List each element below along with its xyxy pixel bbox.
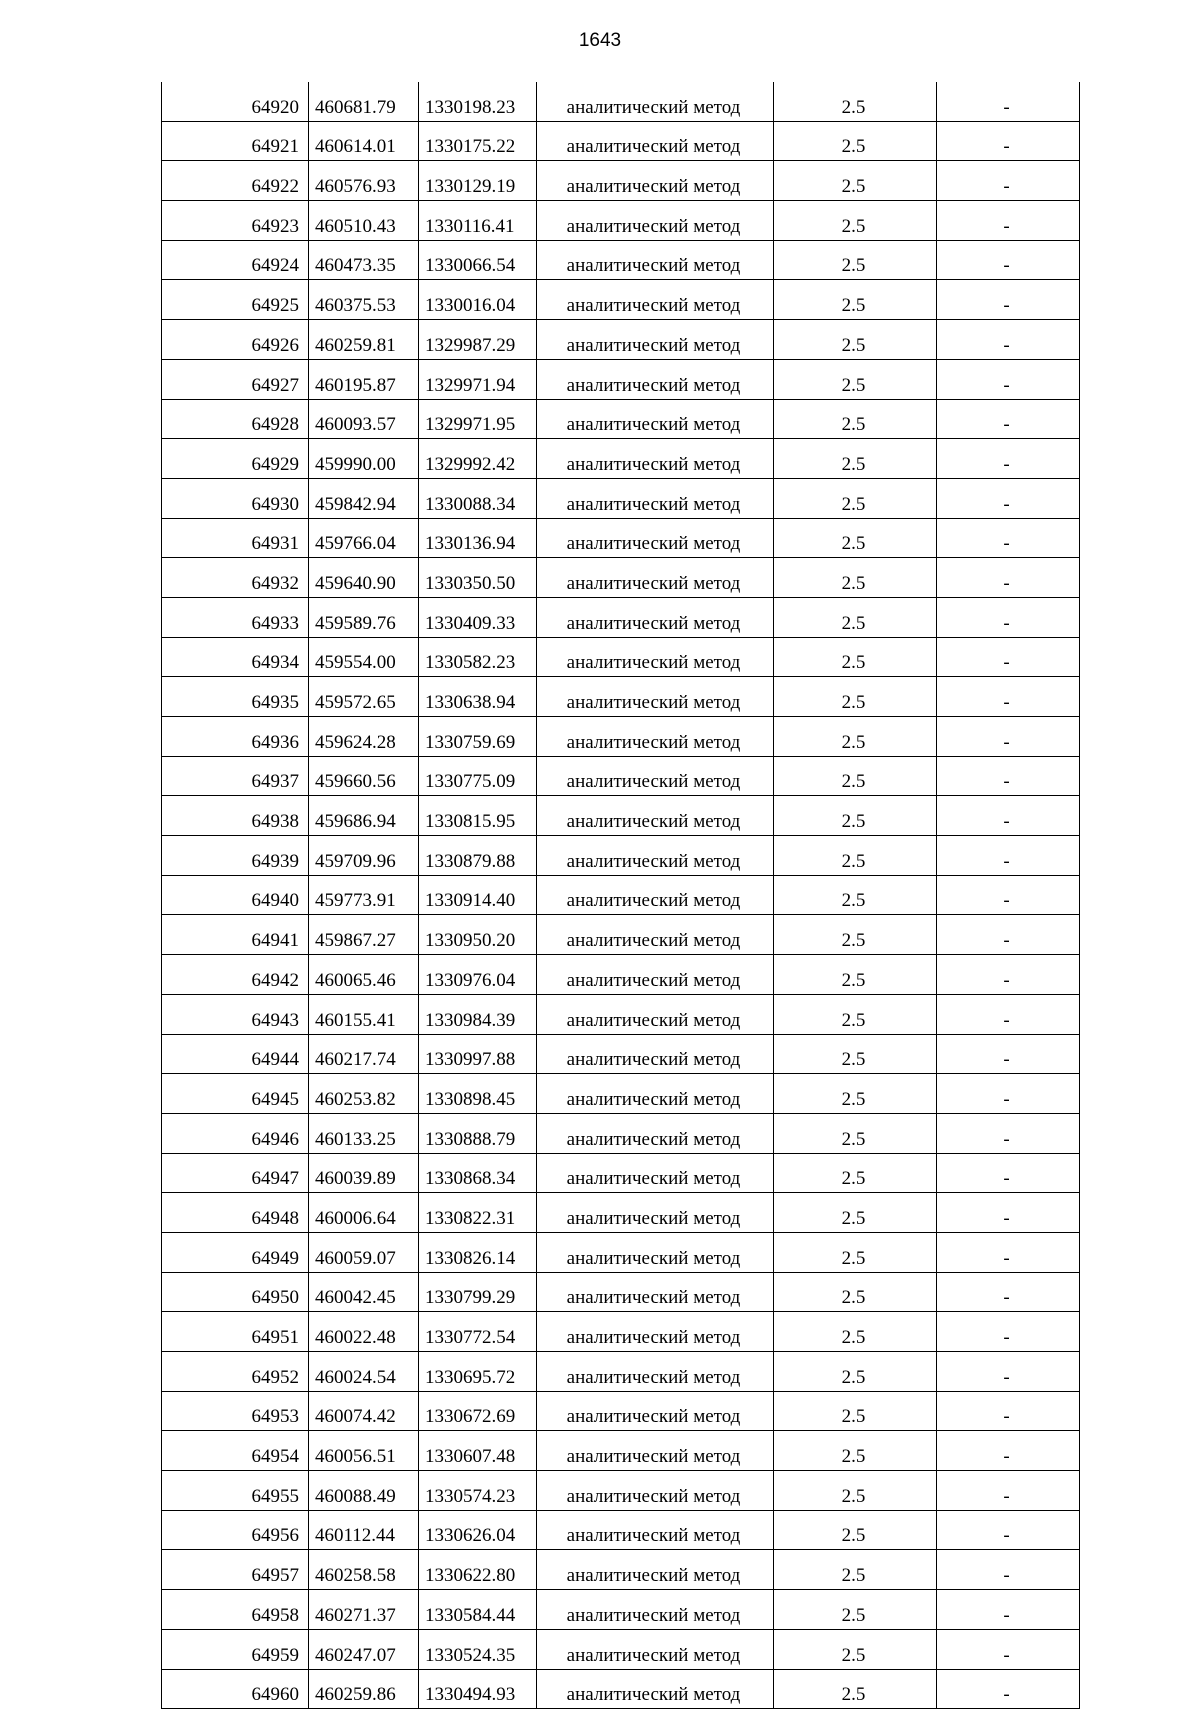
accuracy-cell: 2.5 — [774, 796, 937, 836]
note-cell: - — [937, 359, 1080, 399]
note-cell: - — [937, 915, 1080, 955]
note-cell: - — [937, 82, 1080, 121]
point-number-cell: 64954 — [162, 1431, 309, 1471]
x-coordinate-cell: 459554.00 — [309, 637, 419, 677]
point-number-cell: 64921 — [162, 121, 309, 161]
accuracy-cell: 2.5 — [774, 1113, 937, 1153]
note-cell: - — [937, 836, 1080, 876]
y-coordinate-cell: 1330016.04 — [419, 280, 537, 320]
point-number-cell: 64946 — [162, 1113, 309, 1153]
y-coordinate-cell: 1330638.94 — [419, 677, 537, 717]
point-number-cell: 64957 — [162, 1550, 309, 1590]
accuracy-cell: 2.5 — [774, 915, 937, 955]
x-coordinate-cell: 460006.64 — [309, 1193, 419, 1233]
y-coordinate-cell: 1330868.34 — [419, 1153, 537, 1193]
x-coordinate-cell: 460155.41 — [309, 994, 419, 1034]
note-cell: - — [937, 637, 1080, 677]
note-cell: - — [937, 201, 1080, 241]
method-cell: аналитический метод — [537, 320, 774, 360]
table-row — [162, 478, 1080, 518]
point-number-cell: 64940 — [162, 875, 309, 915]
method-cell: аналитический метод — [537, 1590, 774, 1630]
point-number-cell: 64924 — [162, 240, 309, 280]
x-coordinate-cell: 460088.49 — [309, 1471, 419, 1511]
point-number-cell: 64931 — [162, 518, 309, 558]
table-row — [162, 1232, 1080, 1272]
accuracy-cell: 2.5 — [774, 240, 937, 280]
accuracy-cell: 2.5 — [774, 1510, 937, 1550]
y-coordinate-cell: 1330672.69 — [419, 1391, 537, 1431]
x-coordinate-cell: 460022.48 — [309, 1312, 419, 1352]
note-cell: - — [937, 320, 1080, 360]
point-number-cell: 64959 — [162, 1629, 309, 1669]
point-number-cell: 64941 — [162, 915, 309, 955]
table-row — [162, 240, 1080, 280]
method-cell: аналитический метод — [537, 1232, 774, 1272]
x-coordinate-cell: 460247.07 — [309, 1629, 419, 1669]
x-coordinate-cell: 459640.90 — [309, 558, 419, 598]
y-coordinate-cell: 1330582.23 — [419, 637, 537, 677]
accuracy-cell: 2.5 — [774, 201, 937, 241]
accuracy-cell: 2.5 — [774, 597, 937, 637]
accuracy-cell: 2.5 — [774, 478, 937, 518]
note-cell: - — [937, 1550, 1080, 1590]
method-cell: аналитический метод — [537, 1431, 774, 1471]
accuracy-cell: 2.5 — [774, 637, 937, 677]
y-coordinate-cell: 1330950.20 — [419, 915, 537, 955]
table-row — [162, 320, 1080, 360]
y-coordinate-cell: 1330088.34 — [419, 478, 537, 518]
y-coordinate-cell: 1330815.95 — [419, 796, 537, 836]
point-number-cell: 64928 — [162, 399, 309, 439]
method-cell: аналитический метод — [537, 994, 774, 1034]
point-number-cell: 64951 — [162, 1312, 309, 1352]
table-row — [162, 280, 1080, 320]
y-coordinate-cell: 1330695.72 — [419, 1352, 537, 1392]
note-cell: - — [937, 1669, 1080, 1709]
x-coordinate-cell: 460133.25 — [309, 1113, 419, 1153]
table-row — [162, 1312, 1080, 1352]
note-cell: - — [937, 1510, 1080, 1550]
accuracy-cell: 2.5 — [774, 558, 937, 598]
accuracy-cell: 2.5 — [774, 994, 937, 1034]
table-row — [162, 597, 1080, 637]
method-cell: аналитический метод — [537, 1391, 774, 1431]
x-coordinate-cell: 459990.00 — [309, 439, 419, 479]
method-cell: аналитический метод — [537, 1272, 774, 1312]
note-cell: - — [937, 717, 1080, 757]
accuracy-cell: 2.5 — [774, 955, 937, 995]
accuracy-cell: 2.5 — [774, 1193, 937, 1233]
x-coordinate-cell: 460253.82 — [309, 1074, 419, 1114]
x-coordinate-cell: 460576.93 — [309, 161, 419, 201]
note-cell: - — [937, 1431, 1080, 1471]
method-cell: аналитический метод — [537, 1074, 774, 1114]
point-number-cell: 64932 — [162, 558, 309, 598]
note-cell: - — [937, 597, 1080, 637]
table-row — [162, 1431, 1080, 1471]
point-number-cell: 64956 — [162, 1510, 309, 1550]
note-cell: - — [937, 1074, 1080, 1114]
accuracy-cell: 2.5 — [774, 1153, 937, 1193]
note-cell: - — [937, 161, 1080, 201]
accuracy-cell: 2.5 — [774, 121, 937, 161]
point-number-cell: 64948 — [162, 1193, 309, 1233]
accuracy-cell: 2.5 — [774, 1352, 937, 1392]
x-coordinate-cell: 460042.45 — [309, 1272, 419, 1312]
point-number-cell: 64927 — [162, 359, 309, 399]
y-coordinate-cell: 1330984.39 — [419, 994, 537, 1034]
method-cell: аналитический метод — [537, 439, 774, 479]
note-cell: - — [937, 1272, 1080, 1312]
accuracy-cell: 2.5 — [774, 836, 937, 876]
accuracy-cell: 2.5 — [774, 875, 937, 915]
method-cell: аналитический метод — [537, 518, 774, 558]
x-coordinate-cell: 459686.94 — [309, 796, 419, 836]
table-row — [162, 756, 1080, 796]
method-cell: аналитический метод — [537, 796, 774, 836]
point-number-cell: 64953 — [162, 1391, 309, 1431]
x-coordinate-cell: 460375.53 — [309, 280, 419, 320]
y-coordinate-cell: 1330822.31 — [419, 1193, 537, 1233]
x-coordinate-cell: 460510.43 — [309, 201, 419, 241]
method-cell: аналитический метод — [537, 240, 774, 280]
note-cell: - — [937, 280, 1080, 320]
point-number-cell: 64942 — [162, 955, 309, 995]
point-number-cell: 64944 — [162, 1034, 309, 1074]
method-cell: аналитический метод — [537, 1669, 774, 1709]
y-coordinate-cell: 1330116.41 — [419, 201, 537, 241]
y-coordinate-cell: 1329987.29 — [419, 320, 537, 360]
y-coordinate-cell: 1330879.88 — [419, 836, 537, 876]
accuracy-cell: 2.5 — [774, 1550, 937, 1590]
x-coordinate-cell: 460259.86 — [309, 1669, 419, 1709]
x-coordinate-cell: 460473.35 — [309, 240, 419, 280]
accuracy-cell: 2.5 — [774, 1312, 937, 1352]
point-number-cell: 64935 — [162, 677, 309, 717]
y-coordinate-cell: 1330175.22 — [419, 121, 537, 161]
table-row — [162, 1074, 1080, 1114]
note-cell: - — [937, 1193, 1080, 1233]
coordinates-table — [161, 82, 1080, 1709]
note-cell: - — [937, 1471, 1080, 1511]
x-coordinate-cell: 460195.87 — [309, 359, 419, 399]
accuracy-cell: 2.5 — [774, 1471, 937, 1511]
note-cell: - — [937, 994, 1080, 1034]
note-cell: - — [937, 558, 1080, 598]
method-cell: аналитический метод — [537, 717, 774, 757]
method-cell: аналитический метод — [537, 1510, 774, 1550]
point-number-cell: 64939 — [162, 836, 309, 876]
point-number-cell: 64923 — [162, 201, 309, 241]
accuracy-cell: 2.5 — [774, 1669, 937, 1709]
method-cell: аналитический метод — [537, 359, 774, 399]
table-row — [162, 1193, 1080, 1233]
table-row — [162, 1272, 1080, 1312]
x-coordinate-cell: 459624.28 — [309, 717, 419, 757]
y-coordinate-cell: 1330198.23 — [419, 82, 537, 121]
point-number-cell: 64926 — [162, 320, 309, 360]
method-cell: аналитический метод — [537, 1629, 774, 1669]
table-row — [162, 836, 1080, 876]
table-row — [162, 399, 1080, 439]
x-coordinate-cell: 460074.42 — [309, 1391, 419, 1431]
method-cell: аналитический метод — [537, 1471, 774, 1511]
point-number-cell: 64950 — [162, 1272, 309, 1312]
method-cell: аналитический метод — [537, 201, 774, 241]
point-number-cell: 64925 — [162, 280, 309, 320]
note-cell: - — [937, 1232, 1080, 1272]
y-coordinate-cell: 1330914.40 — [419, 875, 537, 915]
method-cell: аналитический метод — [537, 875, 774, 915]
x-coordinate-cell: 460217.74 — [309, 1034, 419, 1074]
x-coordinate-cell: 459572.65 — [309, 677, 419, 717]
y-coordinate-cell: 1329971.95 — [419, 399, 537, 439]
method-cell: аналитический метод — [537, 1550, 774, 1590]
method-cell: аналитический метод — [537, 1352, 774, 1392]
method-cell: аналитический метод — [537, 1113, 774, 1153]
point-number-cell: 64934 — [162, 637, 309, 677]
accuracy-cell: 2.5 — [774, 1232, 937, 1272]
x-coordinate-cell: 459842.94 — [309, 478, 419, 518]
method-cell: аналитический метод — [537, 558, 774, 598]
note-cell: - — [937, 1629, 1080, 1669]
page-number: 1643 — [578, 30, 622, 51]
table-row — [162, 1034, 1080, 1074]
note-cell: - — [937, 1352, 1080, 1392]
x-coordinate-cell: 460681.79 — [309, 82, 419, 121]
method-cell: аналитический метод — [537, 1193, 774, 1233]
accuracy-cell: 2.5 — [774, 1034, 937, 1074]
method-cell: аналитический метод — [537, 478, 774, 518]
y-coordinate-cell: 1330066.54 — [419, 240, 537, 280]
table-row — [162, 1629, 1080, 1669]
point-number-cell: 64922 — [162, 161, 309, 201]
point-number-cell: 64949 — [162, 1232, 309, 1272]
method-cell: аналитический метод — [537, 677, 774, 717]
accuracy-cell: 2.5 — [774, 280, 937, 320]
y-coordinate-cell: 1329992.42 — [419, 439, 537, 479]
accuracy-cell: 2.5 — [774, 359, 937, 399]
accuracy-cell: 2.5 — [774, 1272, 937, 1312]
method-cell: аналитический метод — [537, 161, 774, 201]
x-coordinate-cell: 459867.27 — [309, 915, 419, 955]
point-number-cell: 64958 — [162, 1590, 309, 1630]
method-cell: аналитический метод — [537, 1034, 774, 1074]
method-cell: аналитический метод — [537, 597, 774, 637]
note-cell: - — [937, 1312, 1080, 1352]
method-cell: аналитический метод — [537, 915, 774, 955]
accuracy-cell: 2.5 — [774, 1590, 937, 1630]
x-coordinate-cell: 459660.56 — [309, 756, 419, 796]
table-row — [162, 915, 1080, 955]
point-number-cell: 64952 — [162, 1352, 309, 1392]
point-number-cell: 64960 — [162, 1669, 309, 1709]
table-body — [162, 82, 1080, 1709]
point-number-cell: 64920 — [162, 82, 309, 121]
table-row — [162, 121, 1080, 161]
accuracy-cell: 2.5 — [774, 320, 937, 360]
point-number-cell: 64947 — [162, 1153, 309, 1193]
x-coordinate-cell: 460065.46 — [309, 955, 419, 995]
method-cell: аналитический метод — [537, 955, 774, 995]
point-number-cell: 64937 — [162, 756, 309, 796]
table-row — [162, 161, 1080, 201]
accuracy-cell: 2.5 — [774, 1431, 937, 1471]
table-row — [162, 359, 1080, 399]
y-coordinate-cell: 1330826.14 — [419, 1232, 537, 1272]
x-coordinate-cell: 460112.44 — [309, 1510, 419, 1550]
y-coordinate-cell: 1330997.88 — [419, 1034, 537, 1074]
method-cell: аналитический метод — [537, 82, 774, 121]
y-coordinate-cell: 1330772.54 — [419, 1312, 537, 1352]
note-cell: - — [937, 399, 1080, 439]
table-row — [162, 994, 1080, 1034]
note-cell: - — [937, 796, 1080, 836]
note-cell: - — [937, 1153, 1080, 1193]
accuracy-cell: 2.5 — [774, 677, 937, 717]
table-row — [162, 1153, 1080, 1193]
y-coordinate-cell: 1330775.09 — [419, 756, 537, 796]
x-coordinate-cell: 460271.37 — [309, 1590, 419, 1630]
y-coordinate-cell: 1330129.19 — [419, 161, 537, 201]
table-row — [162, 558, 1080, 598]
table-row — [162, 1391, 1080, 1431]
note-cell: - — [937, 677, 1080, 717]
note-cell: - — [937, 1034, 1080, 1074]
accuracy-cell: 2.5 — [774, 518, 937, 558]
y-coordinate-cell: 1330759.69 — [419, 717, 537, 757]
y-coordinate-cell: 1329971.94 — [419, 359, 537, 399]
y-coordinate-cell: 1330976.04 — [419, 955, 537, 995]
x-coordinate-cell: 460258.58 — [309, 1550, 419, 1590]
y-coordinate-cell: 1330799.29 — [419, 1272, 537, 1312]
accuracy-cell: 2.5 — [774, 756, 937, 796]
table-row — [162, 637, 1080, 677]
method-cell: аналитический метод — [537, 637, 774, 677]
y-coordinate-cell: 1330136.94 — [419, 518, 537, 558]
method-cell: аналитический метод — [537, 280, 774, 320]
note-cell: - — [937, 1113, 1080, 1153]
accuracy-cell: 2.5 — [774, 1629, 937, 1669]
method-cell: аналитический метод — [537, 1312, 774, 1352]
y-coordinate-cell: 1330524.35 — [419, 1629, 537, 1669]
note-cell: - — [937, 518, 1080, 558]
x-coordinate-cell: 460614.01 — [309, 121, 419, 161]
point-number-cell: 64945 — [162, 1074, 309, 1114]
y-coordinate-cell: 1330888.79 — [419, 1113, 537, 1153]
note-cell: - — [937, 439, 1080, 479]
x-coordinate-cell: 459709.96 — [309, 836, 419, 876]
x-coordinate-cell: 460093.57 — [309, 399, 419, 439]
x-coordinate-cell: 460024.54 — [309, 1352, 419, 1392]
y-coordinate-cell: 1330626.04 — [419, 1510, 537, 1550]
x-coordinate-cell: 460259.81 — [309, 320, 419, 360]
point-number-cell: 64943 — [162, 994, 309, 1034]
accuracy-cell: 2.5 — [774, 399, 937, 439]
method-cell: аналитический метод — [537, 756, 774, 796]
accuracy-cell: 2.5 — [774, 161, 937, 201]
y-coordinate-cell: 1330494.93 — [419, 1669, 537, 1709]
point-number-cell: 64930 — [162, 478, 309, 518]
accuracy-cell: 2.5 — [774, 1074, 937, 1114]
table-row — [162, 1471, 1080, 1511]
table-row — [162, 875, 1080, 915]
y-coordinate-cell: 1330574.23 — [419, 1471, 537, 1511]
note-cell: - — [937, 121, 1080, 161]
note-cell: - — [937, 1590, 1080, 1630]
accuracy-cell: 2.5 — [774, 1391, 937, 1431]
x-coordinate-cell: 459773.91 — [309, 875, 419, 915]
accuracy-cell: 2.5 — [774, 439, 937, 479]
x-coordinate-cell: 460056.51 — [309, 1431, 419, 1471]
table-row — [162, 1352, 1080, 1392]
accuracy-cell: 2.5 — [774, 82, 937, 121]
note-cell: - — [937, 875, 1080, 915]
table-row — [162, 717, 1080, 757]
note-cell: - — [937, 955, 1080, 995]
point-number-cell: 64955 — [162, 1471, 309, 1511]
point-number-cell: 64933 — [162, 597, 309, 637]
table-row — [162, 439, 1080, 479]
y-coordinate-cell: 1330622.80 — [419, 1550, 537, 1590]
note-cell: - — [937, 240, 1080, 280]
method-cell: аналитический метод — [537, 1153, 774, 1193]
table-row — [162, 677, 1080, 717]
x-coordinate-cell: 460039.89 — [309, 1153, 419, 1193]
table-row — [162, 796, 1080, 836]
table-row — [162, 518, 1080, 558]
note-cell: - — [937, 756, 1080, 796]
table-row — [162, 201, 1080, 241]
table-row — [162, 1669, 1080, 1709]
table-row — [162, 1510, 1080, 1550]
y-coordinate-cell: 1330607.48 — [419, 1431, 537, 1471]
table-row — [162, 1590, 1080, 1630]
point-number-cell: 64938 — [162, 796, 309, 836]
note-cell: - — [937, 478, 1080, 518]
table-row — [162, 1550, 1080, 1590]
x-coordinate-cell: 459766.04 — [309, 518, 419, 558]
accuracy-cell: 2.5 — [774, 717, 937, 757]
y-coordinate-cell: 1330584.44 — [419, 1590, 537, 1630]
table-row — [162, 82, 1080, 121]
point-number-cell: 64936 — [162, 717, 309, 757]
y-coordinate-cell: 1330409.33 — [419, 597, 537, 637]
y-coordinate-cell: 1330350.50 — [419, 558, 537, 598]
table-row — [162, 1113, 1080, 1153]
table-row — [162, 955, 1080, 995]
method-cell: аналитический метод — [537, 836, 774, 876]
x-coordinate-cell: 459589.76 — [309, 597, 419, 637]
y-coordinate-cell: 1330898.45 — [419, 1074, 537, 1114]
point-number-cell: 64929 — [162, 439, 309, 479]
method-cell: аналитический метод — [537, 121, 774, 161]
method-cell: аналитический метод — [537, 399, 774, 439]
note-cell: - — [937, 1391, 1080, 1431]
x-coordinate-cell: 460059.07 — [309, 1232, 419, 1272]
